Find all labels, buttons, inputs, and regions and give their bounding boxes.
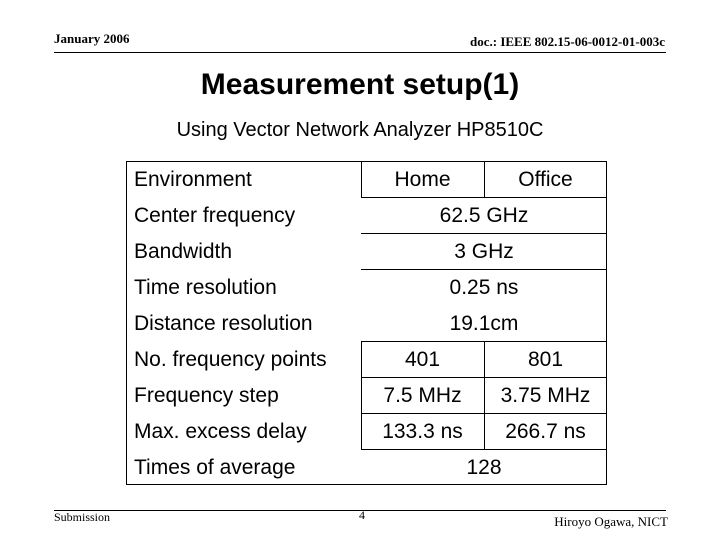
- center-frequency-value: 62.5 GHz: [439, 204, 529, 227]
- row-label-time-resolution: Time resolution: [134, 276, 277, 299]
- max-excess-delay-home: 133.3 ns: [382, 420, 463, 443]
- environment-office: Office: [518, 168, 573, 191]
- row-label-max-excess-delay: Max. excess delay: [134, 420, 307, 443]
- times-of-average-value: 128: [466, 456, 502, 479]
- row-label-bandwidth: Bandwidth: [134, 240, 233, 263]
- slide-title: Measurement setup(1): [200, 68, 520, 101]
- row-label-center-frequency: Center frequency: [134, 204, 296, 227]
- time-resolution-value: 0.25 ns: [449, 276, 519, 299]
- row-label-distance-resolution: Distance resolution: [134, 312, 313, 335]
- footer-author: Hiroyo Ogawa, NICT: [554, 514, 668, 529]
- frequency-points-home: 401: [404, 348, 441, 371]
- header-rule: [54, 52, 666, 53]
- header-date: January 2006: [54, 31, 130, 46]
- parameter-table: [126, 161, 607, 485]
- bandwidth-value: 3 GHz: [454, 240, 514, 263]
- environment-home: Home: [394, 168, 451, 191]
- distance-resolution-value: 19.1cm: [449, 312, 519, 335]
- row-label-frequency-points: No. frequency points: [134, 348, 327, 371]
- frequency-step-office: 3.75 MHz: [500, 384, 591, 407]
- max-excess-delay-office: 266.7 ns: [505, 420, 586, 443]
- row-label-frequency-step: Frequency step: [134, 384, 279, 407]
- frequency-points-office: 801: [527, 348, 564, 371]
- footer-submission: Submission: [54, 510, 111, 524]
- frequency-step-home: 7.5 MHz: [383, 384, 462, 407]
- page-number: 4: [359, 508, 365, 522]
- row-label-times-of-average: Times of average: [134, 456, 296, 479]
- header-doc-id: doc.: IEEE 802.15-06-0012-01-003c: [470, 34, 665, 49]
- row-label-environment: Environment: [134, 168, 252, 191]
- slide-subtitle: Using Vector Network Analyzer HP8510C: [176, 119, 544, 141]
